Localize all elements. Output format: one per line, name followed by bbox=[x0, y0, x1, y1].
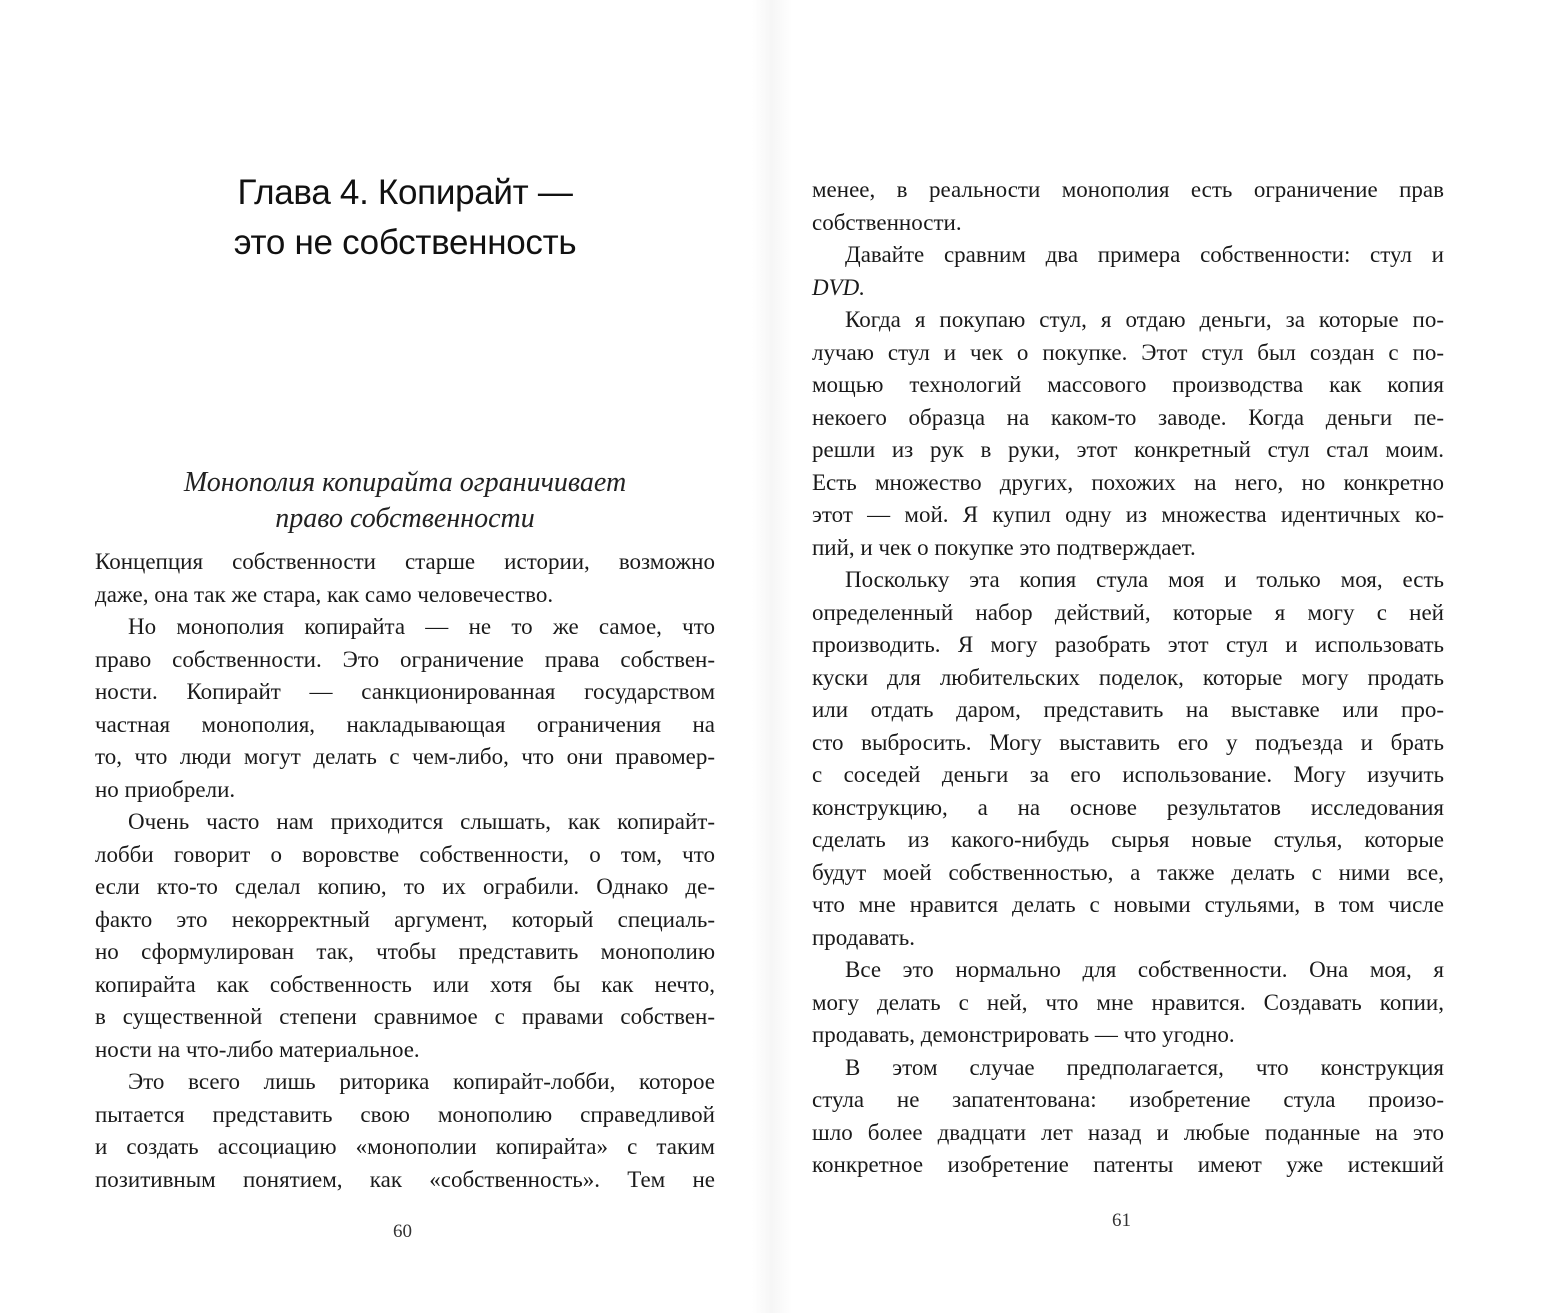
text-line: могу делать с ней, что мне нравится. Создавать копии, bbox=[812, 989, 1444, 1015]
text-line: Когда я покупаю стул, я отдаю деньги, за которые по- bbox=[845, 307, 1444, 332]
text-line: и создать ассоциацию «монополии копирайта» с таким bbox=[95, 1134, 715, 1159]
text-line: конструкцию, а на основе результатов исследования bbox=[812, 794, 1444, 820]
text-line: Очень часто нам приходится слышать, как копирайт- bbox=[128, 809, 715, 834]
left-page-body bbox=[95, 546, 715, 1196]
text-line: менее, в реальности монополия есть ограничение прав bbox=[812, 177, 1444, 202]
right-page-body bbox=[812, 174, 1444, 1182]
text-line: определенный набор действий, которые я могу с ней bbox=[812, 599, 1444, 625]
text-line: то, что люди могут делать с чем-либо, что они правомер- bbox=[95, 744, 715, 769]
text-line: копирайта как собственность или хотя бы как нечто, bbox=[95, 971, 715, 997]
text-line: продавать, демонстрировать — что угодно. bbox=[812, 1022, 1235, 1047]
page-number: 60 bbox=[393, 1221, 412, 1242]
text-line: Концепция собственности старше истории, возможно bbox=[95, 549, 715, 574]
text-line: сто выбросить. Могу выставить его у подъезда и брать bbox=[812, 729, 1444, 755]
text-line: шло более двадцати лет назад и любые поданные на это bbox=[812, 1119, 1444, 1145]
text-line: некоего образца на каком-то заводе. Когда деньги пе- bbox=[812, 404, 1444, 430]
chapter-title-line: Глава 4. Копирайт — bbox=[237, 173, 573, 212]
text-line: ности на что-либо материальное. bbox=[95, 1036, 420, 1062]
section-title-line: Монополия копирайта ограничивает bbox=[183, 467, 627, 498]
page-number: 61 bbox=[1112, 1210, 1131, 1231]
text-line: если кто-то сделал копию, то их ограбили. Однако де- bbox=[95, 874, 715, 899]
text-line: решли из рук в руки, этот конкретный стул стал моим. bbox=[812, 437, 1444, 462]
text-line: Но монополия копирайта — не то же самое, что bbox=[128, 614, 715, 639]
text-line: мощью технологий массового производства как копия bbox=[812, 372, 1444, 397]
text-line: производить. Я могу разобрать этот стул и использовать bbox=[812, 632, 1444, 657]
text-line: конкретное изобретение патенты имеют уже истекший bbox=[812, 1152, 1444, 1177]
text-line: продавать. bbox=[812, 924, 916, 950]
text-line: будут моей собственностью, а также делать с ними все, bbox=[812, 859, 1444, 885]
text-line: факто это некорректный аргумент, который специаль- bbox=[95, 906, 715, 932]
left-page bbox=[95, 0, 715, 1313]
text-line: стула не запатентована: изобретение стула произо- bbox=[812, 1087, 1444, 1112]
text-line: В этом случае предполагается, что конструкция bbox=[845, 1054, 1444, 1080]
section-title bbox=[95, 465, 715, 537]
text-line: лобби говорит о воровстве собственности, о том, что bbox=[95, 841, 715, 867]
text-line: что мне нравится делать с новыми стульями, в том числе bbox=[812, 892, 1444, 917]
text-line: с соседей деньги за его использование. Могу изучить bbox=[812, 762, 1444, 787]
text-line: пытается представить свою монополию справедливой bbox=[95, 1101, 715, 1127]
text-line: лучаю стул и чек о покупке. Этот стул был создан с по- bbox=[812, 339, 1444, 365]
text-line: но приобрели. bbox=[95, 776, 236, 802]
text-line: Поскольку эта копия стула моя и только моя, есть bbox=[845, 567, 1444, 592]
text-line: частная монополия, накладывающая ограничения на bbox=[95, 711, 715, 737]
text-line: сделать из какого-нибудь сырья новые стулья, которые bbox=[812, 827, 1444, 852]
chapter-title-line: это не собственность bbox=[233, 223, 577, 262]
section-title-line: право собственности bbox=[275, 503, 535, 534]
text-line: право собственности. Это ограничение права собствен- bbox=[95, 646, 715, 672]
text-line: или отдать даром, представить на выставке или про- bbox=[812, 697, 1444, 722]
text-line: но сформулирован так, чтобы представить монополию bbox=[95, 939, 715, 964]
text-line: этот — мой. Я купил одну из множества идентичных ко- bbox=[812, 502, 1444, 527]
text-line: Это всего лишь риторика копирайт-лобби, которое bbox=[128, 1069, 715, 1094]
text-line: Все это нормально для собственности. Она моя, я bbox=[845, 957, 1444, 982]
text-line: ности. Копирайт — санкционированная государством bbox=[95, 679, 715, 704]
text-line: пий, и чек о покупке это подтверждает. bbox=[812, 534, 1196, 560]
text-line: позитивным понятием, как «собственность». Тем не bbox=[95, 1166, 715, 1192]
text-line: даже, она так же стара, как само человечество. bbox=[95, 581, 554, 607]
text-line: Давайте сравним два примера собственности: стул и bbox=[845, 242, 1444, 267]
chapter-title bbox=[95, 168, 715, 268]
text-line: Есть множество других, похожих на него, но конкретно bbox=[812, 469, 1444, 495]
text-line: DVD. bbox=[812, 274, 866, 300]
book-gutter bbox=[752, 0, 792, 1313]
text-line: в существенной степени сравнимое с правами собствен- bbox=[95, 1004, 715, 1029]
right-page bbox=[812, 0, 1444, 1313]
text-line: куски для любительских поделок, которые могу продать bbox=[812, 664, 1444, 690]
text-line: собственности. bbox=[812, 209, 962, 235]
